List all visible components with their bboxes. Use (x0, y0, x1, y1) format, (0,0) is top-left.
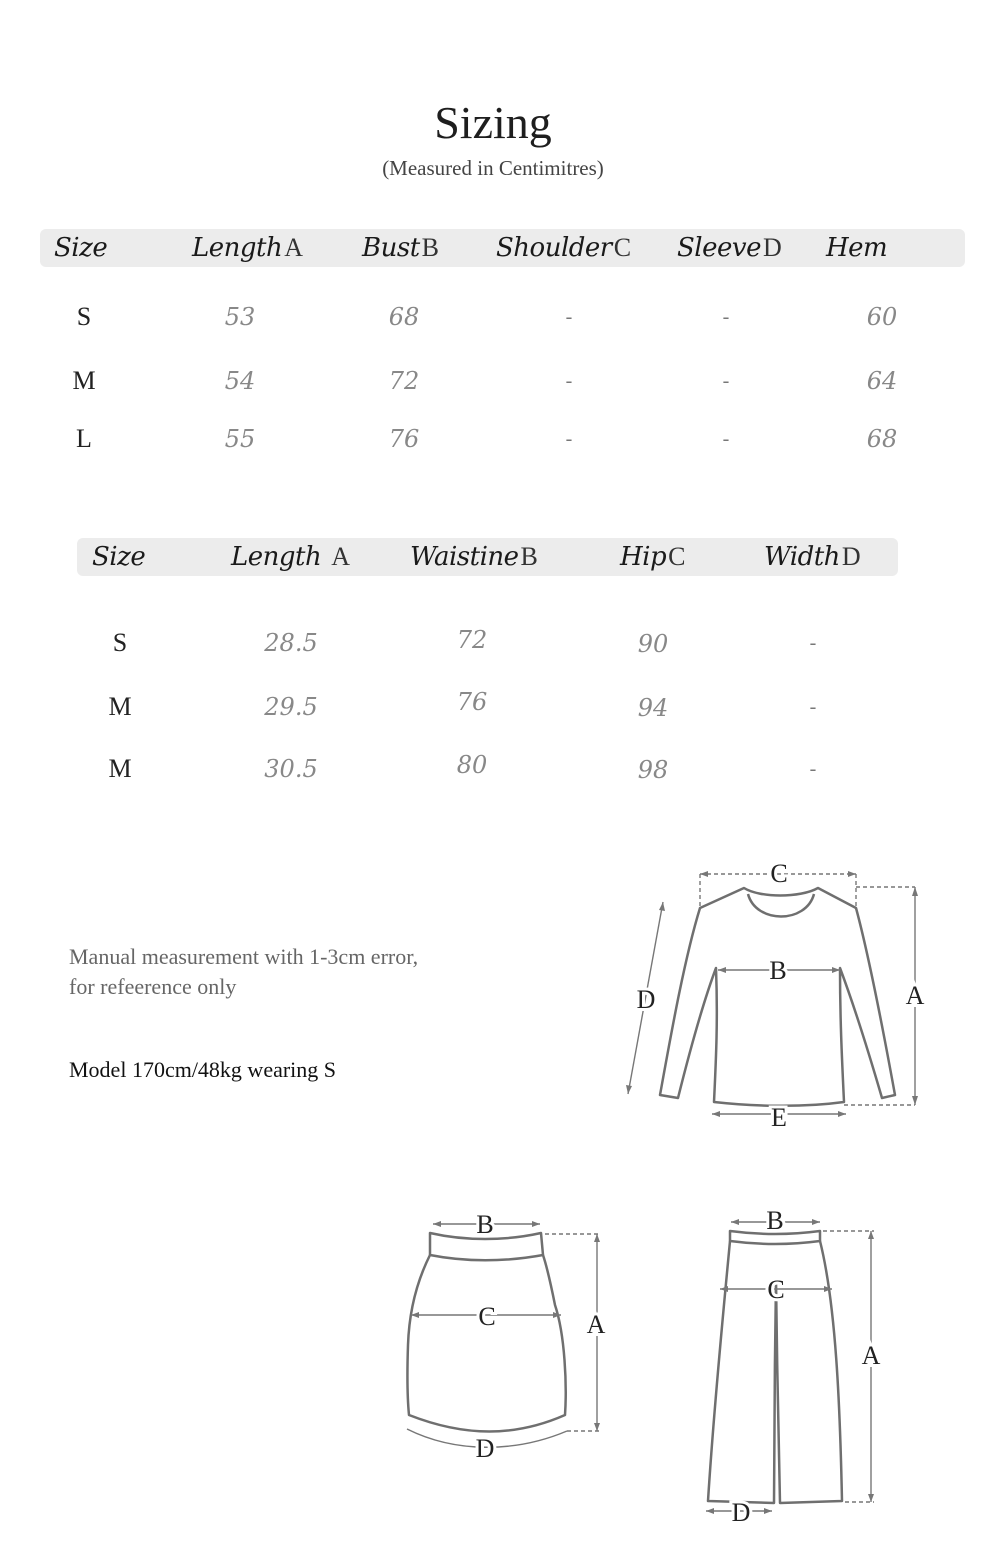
skirt-label-a: A (586, 1310, 606, 1339)
top-row-shoulder: - (565, 370, 573, 392)
top-garment-outline (660, 888, 895, 1106)
bottom-header-length: Length A (231, 542, 351, 572)
skirt-label-b: B (476, 1210, 494, 1239)
top-header-shoulder: ShoulderC (496, 233, 632, 263)
top-row-length: 54 (224, 367, 256, 395)
top-garment-neckline (748, 894, 814, 917)
top-row-hem: 60 (866, 303, 898, 331)
top-label-b: B (769, 956, 787, 985)
bottom-header-width: WidthD (764, 542, 861, 572)
top-header-sleeve: SleeveD (677, 233, 782, 263)
bottom-header-hip: HipC (620, 542, 686, 572)
bottom-row-waist: 72 (456, 626, 488, 654)
bottom-row-hip: 98 (637, 756, 669, 784)
top-row-size: L (76, 424, 92, 453)
bottom-row-width: - (809, 758, 817, 780)
top-row-length: 53 (224, 303, 256, 331)
bottom-row-size: M (108, 754, 132, 783)
top-row-shoulder: - (565, 428, 573, 450)
bottom-row-size: S (112, 628, 128, 657)
top-header-length: LengthA (192, 233, 304, 263)
skirt-diagram (395, 1205, 625, 1475)
top-row-hem: 64 (866, 367, 898, 395)
skirt-label-c: C (478, 1302, 496, 1331)
top-row-bust: 72 (388, 367, 420, 395)
bottom-header-waist: WaistineB (410, 542, 538, 572)
top-table-header (40, 229, 965, 267)
pants-label-c: C (767, 1275, 785, 1304)
pants-label-d: D (731, 1498, 751, 1527)
top-label-d: D (636, 985, 656, 1014)
top-header-size: Size (54, 233, 108, 263)
measurement-note (69, 942, 418, 1002)
top-row-bust: 68 (388, 303, 420, 331)
pants-label-a: A (861, 1341, 881, 1370)
bottom-row-width: - (809, 696, 817, 718)
bottom-row-waist: 80 (456, 751, 488, 779)
top-label-e: E (771, 1103, 787, 1132)
bottom-row-waist: 76 (456, 688, 488, 716)
bottom-row-width: - (809, 632, 817, 654)
bottom-row-length: 29.5 (264, 693, 318, 721)
top-row-length: 55 (224, 425, 256, 453)
top-row-sleeve: - (722, 306, 730, 328)
bottom-row-hip: 90 (637, 630, 669, 658)
top-garment-diagram (600, 850, 960, 1140)
measurement-note-line2: for refeerence only (69, 974, 237, 999)
skirt-label-d: D (475, 1434, 495, 1463)
top-label-a: A (905, 981, 925, 1010)
model-info: Model 170cm/48kg wearing S (69, 1057, 337, 1082)
page-title: Sizing (434, 97, 552, 148)
pants-label-b: B (766, 1206, 784, 1235)
top-row-bust: 76 (388, 425, 420, 453)
top-row-sleeve: - (722, 370, 730, 392)
bottom-table-header (77, 538, 898, 576)
measurement-note-line1: Manual measurement with 1-3cm error, (69, 944, 419, 969)
top-label-c: C (770, 859, 788, 888)
top-row-sleeve: - (722, 428, 730, 450)
bottom-header-size: Size (92, 542, 146, 572)
bottom-row-size: M (108, 692, 132, 721)
top-header-bust: BustB (362, 233, 439, 263)
top-row-hem: 68 (866, 425, 898, 453)
page-subtitle: (Measured in Centimitres) (382, 156, 604, 180)
pants-diagram (690, 1205, 900, 1530)
skirt-body (407, 1255, 565, 1432)
top-header-hem: Hem (826, 233, 888, 263)
top-row-size: S (76, 302, 92, 331)
top-row-size: M (72, 366, 96, 395)
bottom-row-length: 30.5 (264, 755, 318, 783)
bottom-row-hip: 94 (637, 694, 669, 722)
bottom-row-length: 28.5 (264, 629, 318, 657)
top-row-shoulder: - (565, 306, 573, 328)
